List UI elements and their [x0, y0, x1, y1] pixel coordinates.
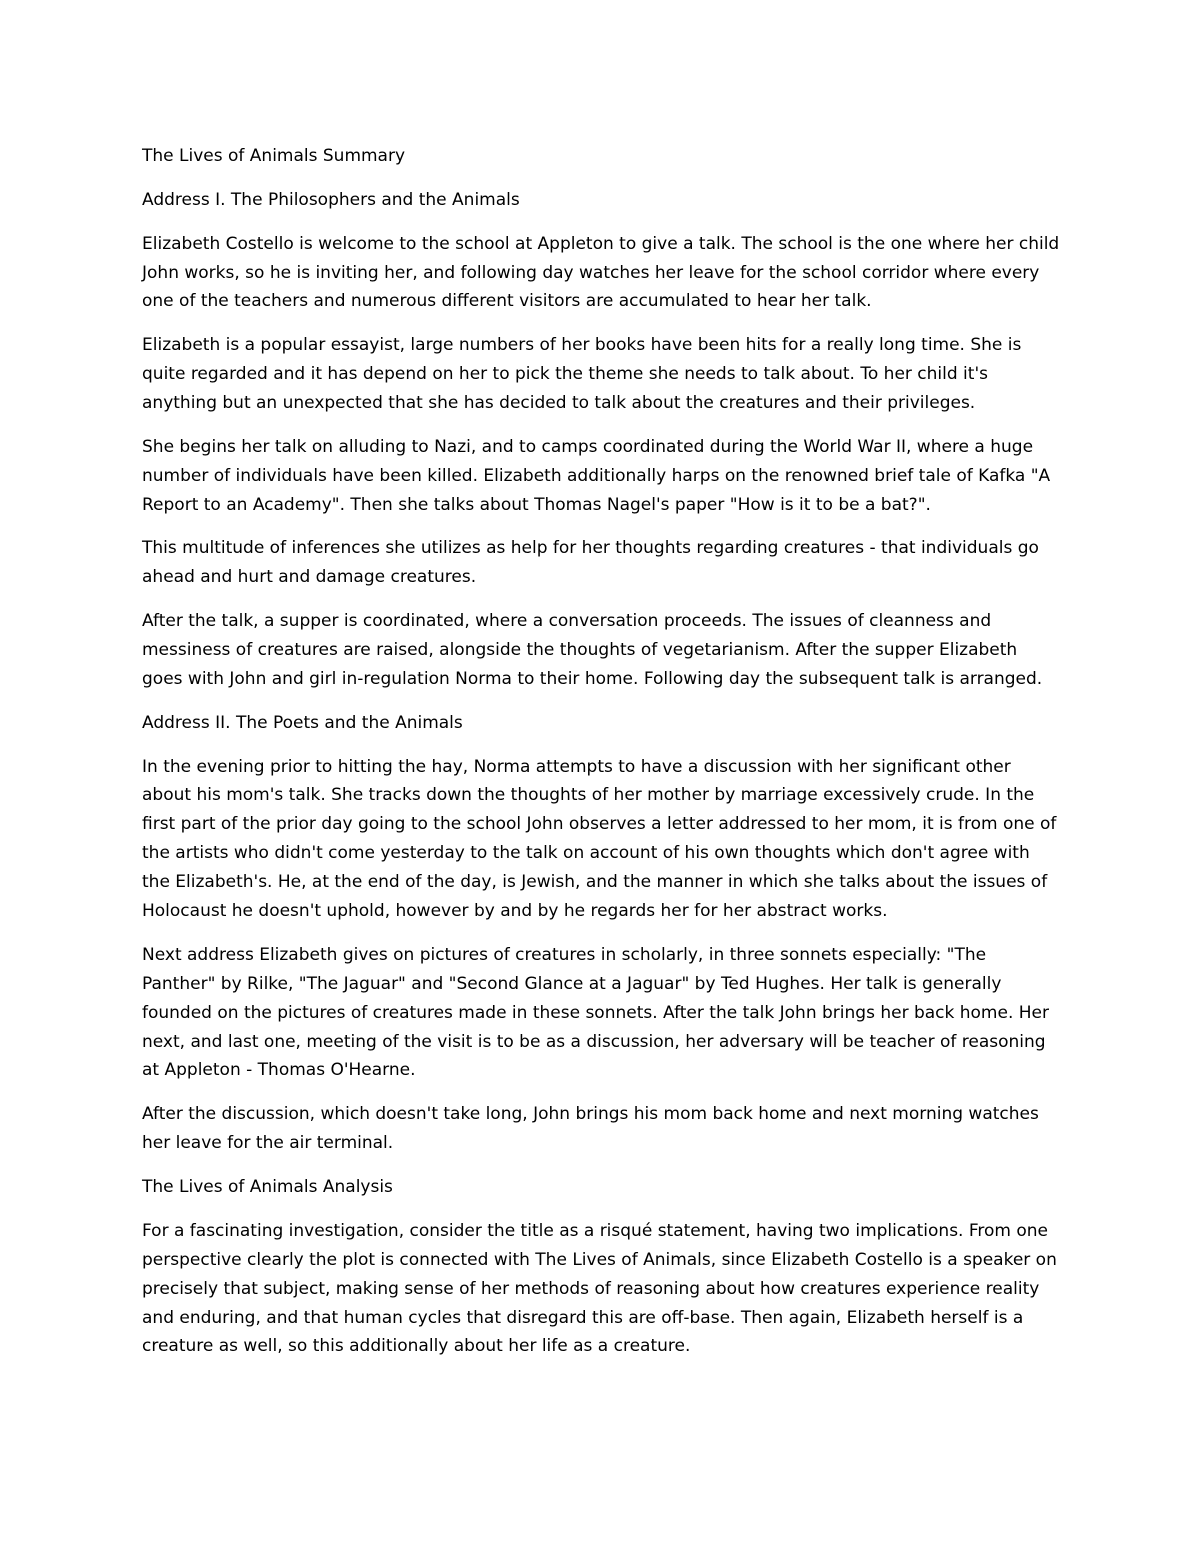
body-paragraph: Elizabeth is a popular essayist, large numbers of her books have been hits for a really long time. She is quite regarded and it has depend on her to pick the theme she needs to talk about. To her child it's anything but an unexpected that she has decided to talk about the creatures and their privileges.: [142, 335, 1022, 414]
body-paragraph: After the discussion, which doesn't take long, John brings his mom back home and next morning watches her leave for the air terminal.: [142, 1104, 1039, 1154]
body-paragraph: After the talk, a supper is coordinated, where a conversation proceeds. The issues of cleanness and messiness of creatures are raised, alongside the thoughts of vegetarianism. After the supper Elizabeth goes with John and girl in-regulation Norma to their home. Following day the subsequent talk is arranged.: [142, 611, 1043, 689]
document-title: The Lives of Animals Summary: [142, 146, 406, 166]
document-body: [142, 142, 1062, 1376]
body-paragraph: Elizabeth Costello is welcome to the school at Appleton to give a talk. The school is the one where her child John works, so he is inviting her, and following day watches her leave for the school corridor where every one of the teachers and numerous different visitors are accumulated to hear her talk.: [142, 233, 1060, 312]
body-paragraph: For a fascinating investigation, consider the title as a risqué statement, having two implications. From one perspective clearly the plot is connected with The Lives of Animals, since Elizabeth Costello is a speaker on precisely that subject, making sense of her methods of reasoning about how creatures experience reality and enduring, and that human cycles that disregard this are off-base. Then again, Elizabeth herself is a creature as well, so this additionally about her life as a creature.: [142, 1220, 1057, 1357]
body-paragraph: In the evening prior to hitting the hay, Norma attempts to have a discussion with her significant other about his mom's talk. She tracks down the thoughts of her mother by marriage excessively crude. In the first part of the prior day going to the school John observes a letter addressed to her mom, it is from one of the artists who didn't come yesterday to the talk on account of his own thoughts which don't agree with the Elizabeth's. He, at the end of the day, is Jewish, and the manner in which she talks about the issues of Holocaust he doesn't uphold, however by and by he regards her for her abstract works.: [142, 756, 1057, 922]
section-heading-analysis: The Lives of Animals Analysis: [142, 1176, 393, 1197]
body-paragraph: She begins her talk on alluding to Nazi, and to camps coordinated during the World War II, where a huge number of individuals have been killed. Elizabeth additionally harps on the renowned brief tale of Kafka "A Report to an Academy". Then she talks about Thomas Nagel's paper "How is it to be a bat?".: [142, 436, 1051, 515]
body-paragraph: Next address Elizabeth gives on pictures of creatures in scholarly, in three sonnets especially: "The Panther" by Rilke, "The Jaguar" and "Second Glance at a Jaguar" by Ted Hughes. Her talk is generally founded on the pictures of creatures made in these sonnets. After the talk John brings her back home. Her next, and last one, meeting of the visit is to be as a discussion, her adversary will be teacher of reasoning at Appleton - Thomas O'Hearne.: [142, 944, 1049, 1081]
body-paragraph: This multitude of inferences she utilizes as help for her thoughts regarding creatures - that individuals go ahead and hurt and damage creatures.: [142, 538, 1039, 588]
section-heading-address-1: Address I. The Philosophers and the Animals: [142, 189, 520, 210]
section-heading-address-2: Address II. The Poets and the Animals: [142, 712, 463, 733]
